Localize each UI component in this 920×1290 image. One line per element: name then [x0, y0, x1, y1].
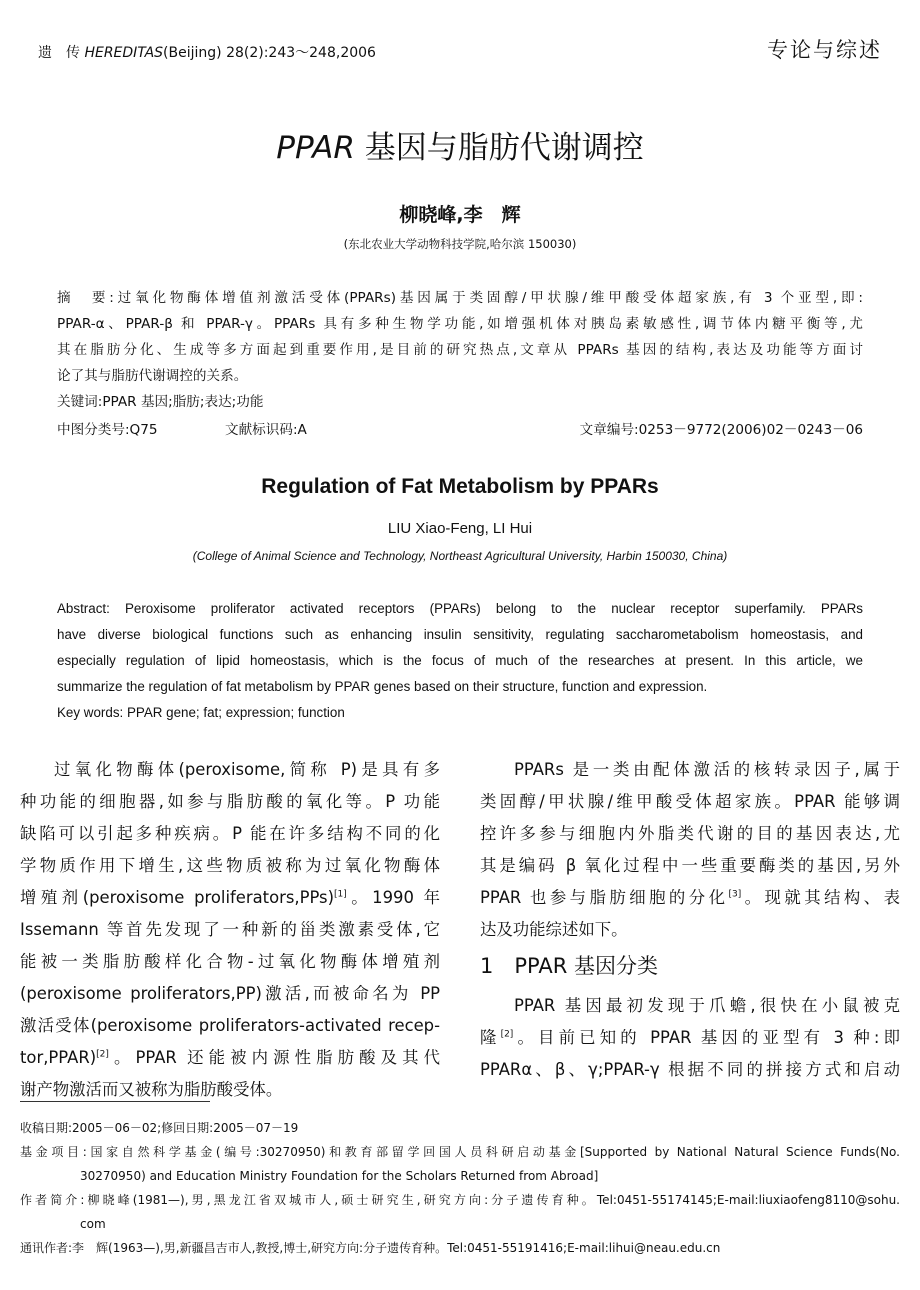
text-line: 缺陷可以引起多种疾病。P 能在许多结构不同的化 — [20, 824, 440, 843]
text-line: PPAR-α、PPAR-β 和 PPAR-γ。PPARs 具有多种生物学功能,如增强机体对胰岛素敏感性,调节体内糖平衡等,尤 — [57, 316, 863, 332]
text-line: (peroxisome proliferators,PP)激活,而被命名为 PP — [20, 984, 440, 1003]
citation-marker: [3] — [728, 889, 742, 900]
text-line: 控许多参与细胞内外脂类代谢的目的基因表达,尤 — [480, 824, 900, 843]
citation-marker: [2] — [96, 1049, 109, 1060]
abstract-en — [57, 596, 863, 726]
journal-name: 遗 传 — [38, 45, 80, 61]
affiliation: (东北农业大学动物科技学院,哈尔滨 150030) — [343, 237, 577, 251]
text-line: 论了其与脂肪代谢调控的关系。 — [57, 368, 248, 384]
text-line: especially regulation of lipid homeostasis, which is the focus of much of the researches at present. In this article, we — [57, 653, 863, 668]
text-line: 谢产物激活而又被称为脂肪酸受体。 — [20, 1080, 283, 1099]
text-line: 学物质作用下增生,这些物质被称为过氧化物酶体 — [20, 856, 440, 875]
citation-marker: [2] — [500, 1029, 514, 1040]
title-text: 基因与脂肪代谢调控 — [354, 130, 644, 166]
text-line: Key words: PPAR gene; fat; expression; function — [57, 705, 345, 720]
text-line: 通讯作者:李 辉(1963—),男,新疆昌吉市人,教授,博士,研究方向:分子遗传育种。Tel:0451-55191416;E-mail:lihui@neau.edu.cn — [20, 1241, 721, 1255]
text-line: 能被一类脂肪酸样化合物-过氧化物酶体增殖剂 — [20, 952, 440, 971]
text-line: 隆[2]。目前已知的 PPAR 基因的亚型有 3 种:即 — [480, 1028, 900, 1047]
text-line: PPAR 基因最初发现于爪蟾,很快在小鼠被克 — [514, 996, 900, 1015]
body-left-column — [20, 754, 440, 1106]
paper-title — [0, 122, 920, 167]
journal-name-en: HEREDITAS — [84, 45, 164, 61]
abstract-cn — [57, 285, 863, 415]
text-line: 收稿日期:2005－06－02;修回日期:2005－07－19 — [20, 1121, 299, 1135]
text-line: summarize the regulation of fat metabolism by PPAR genes based on their structure, function and expression. — [57, 679, 708, 694]
clc-number: 中图分类号:Q75 — [57, 422, 158, 438]
document-code: 文献标识码:A — [225, 422, 307, 438]
text-line: 关键词:PPAR 基因;脂肪;表达;功能 — [57, 394, 264, 410]
article-number: 文章编号:0253－9772(2006)02－0243－06 — [579, 422, 863, 438]
english-affiliation: (College of Animal Science and Technology, Northeast Agricultural University, Harbin 150030, China) — [192, 549, 728, 563]
text-line: 激活受体(peroxisome proliferators-activated recep- — [20, 1016, 440, 1035]
text-line: 过氧化物酶体(peroxisome,简称 P)是具有多 — [54, 760, 440, 779]
text-line: have diverse biological functions such as enhancing insulin sensitivity, regulating saccharometabolism homeostasis, and — [57, 627, 863, 642]
footnotes — [20, 1116, 900, 1260]
english-authors: LIU Xiao-Feng, LI Hui — [387, 520, 533, 537]
section-heading-1: 1 PPAR 基因分类 — [480, 954, 658, 978]
text-line: 其在脂肪分化、生成等多方面起到重要作用,是目前的研究热点,文章从 PPARs 基因的结构,表达及功能等方面讨 — [57, 342, 863, 358]
text-line: 摘 要:过氧化物酶体增值剂激活受体(PPARs)基因属于类固醇/甲状腺/维甲酸受体超家族,有 3 个亚型,即: — [57, 290, 863, 306]
text-line: 基金项目:国家自然科学基金(编号:30270950)和教育部留学回国人员科研启动基金[Supported by National Natural Science Funds(No. — [20, 1145, 900, 1159]
text-line: 30270950) and Education Ministry Foundation for the Scholars Returned from Abroad] — [20, 1169, 599, 1183]
text-line: PPARα、β、γ;PPAR-γ 根据不同的拼接方式和启动 — [480, 1060, 900, 1079]
footnote-divider — [20, 1101, 210, 1102]
text-line: tor,PPAR)[2]。PPAR 还能被内源性脂肪酸及其代 — [20, 1048, 440, 1067]
text-line: 达及功能综述如下。 — [480, 920, 628, 939]
body-right-column-b — [480, 990, 900, 1086]
citation-marker: [1] — [334, 889, 347, 900]
citation: (Beijing) 28(2):243～248,2006 — [163, 45, 376, 61]
running-header — [38, 42, 376, 62]
classification-row — [57, 418, 863, 438]
text-line: 增殖剂(peroxisome proliferators,PPs)[1]。1990 年 — [20, 888, 440, 907]
section-label: 专论与综述 — [767, 38, 882, 62]
text-line: PPAR 也参与脂肪细胞的分化[3]。现就其结构、表 — [480, 888, 901, 907]
text-line: 其是编码 β 氧化过程中一些重要酶类的基因,另外 — [480, 856, 900, 875]
text-line: 类固醇/甲状腺/维甲酸受体超家族。PPAR 能够调 — [480, 792, 900, 811]
text-line: 作者简介:柳晓峰(1981—),男,黑龙江省双城市人,硕士研究生,研究方向:分子遗传育种。Tel:0451-55174145;E-mail:liuxiaofeng8110@sohu. — [20, 1193, 900, 1207]
authors: 柳晓峰,李 辉 — [399, 204, 521, 226]
body-right-column-a — [480, 754, 900, 946]
text-line: com — [20, 1217, 106, 1231]
text-line: Issemann 等首先发现了一种新的甾类激素受体,它 — [20, 920, 440, 939]
text-line: Abstract: Peroxisome proliferator activated receptors (PPARs) belong to the nuclear receptor superfamily. PPARs — [57, 601, 863, 616]
english-title: Regulation of Fat Metabolism by PPARs — [261, 475, 659, 498]
title-gene: PPAR — [276, 130, 355, 166]
text-line: PPARs 是一类由配体激活的核转录因子,属于 — [514, 760, 900, 779]
text-line: 种功能的细胞器,如参与脂肪酸的氧化等。P 功能 — [20, 792, 440, 811]
